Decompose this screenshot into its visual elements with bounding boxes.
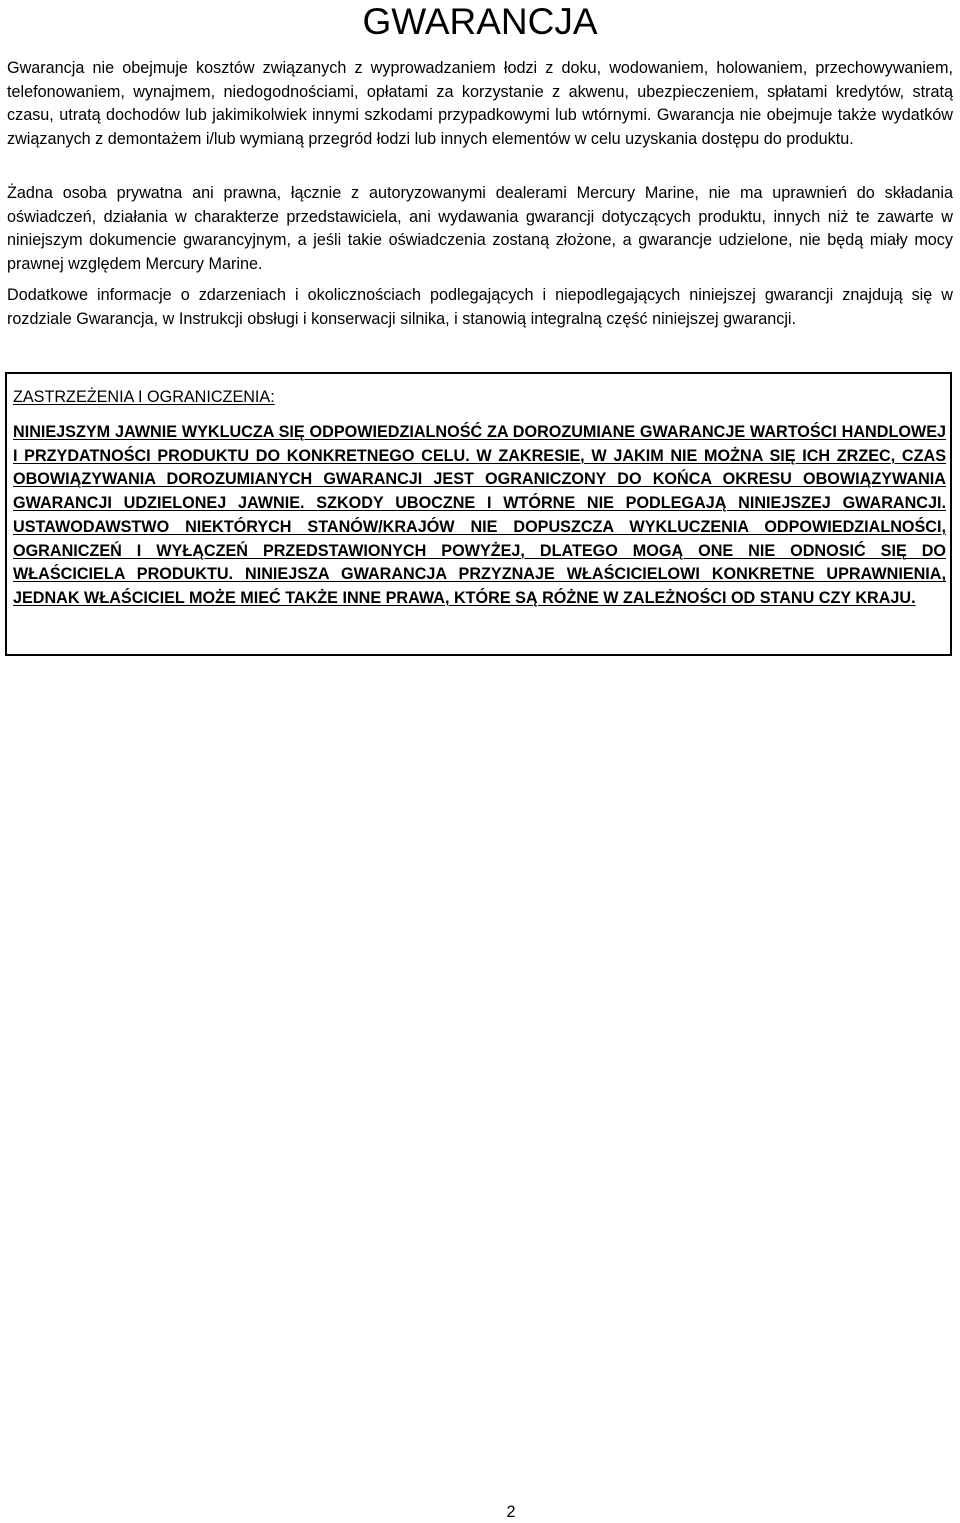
disclaimer-box: [5, 372, 952, 656]
disclaimer-body: NINIEJSZYM JAWNIE WYKLUCZA SIĘ ODPOWIEDZIALNOŚĆ ZA DOROZUMIANE GWARANCJE WARTOŚCI HANDLOWEJ I PRZYDATNOŚCI PRODUKTU DO KONKRETNEGO CELU. W ZAKRESIE, W JAKIM NIE MOŻNA SIĘ ICH ZRZEC, CZAS OBOWIĄZYWANIA DOROZUMIANYCH GWARANCJI JEST OGRANICZONY DO KOŃCA OKRESU OBOWIĄZYWANIA GWARANCJI UDZIELONEJ JAWNIE. SZKODY UBOCZNE I WTÓRNE NIE PODLEGAJĄ NINIEJSZEJ GWARANCJI. USTAWODAWSTWO NIEKTÓRYCH STANÓW/KRAJÓW NIE DOPUSZCZA WYKLUCZENIA ODPOWIEDZIALNOŚCI, OGRANICZEŃ I WYŁĄCZEŃ PRZEDSTAWIONYCH POWYŻEJ, DLATEGO MOGĄ ONE NIE ODNOSIĆ SIĘ DO WŁAŚCICIELA PRODUKTU. NINIEJSZA GWARANCJA PRZYZNAJE WŁAŚCICIELOWI KONKRETNE UPRAWNIENIA, JEDNAK WŁAŚCICIEL MOŻE MIEĆ TAKŻE INNE PRAWA, KTÓRE SĄ RÓŻNE W ZALEŻNOŚCI OD STANU CZY KRAJU.: [13, 423, 946, 607]
page-number: 2: [506, 1503, 516, 1521]
paragraph-authorization: Żadna osoba prywatna ani prawna, łącznie z autoryzowanymi dealerami Mercury Marine, nie ma uprawnień do składania oświadczeń, działania w charakterze przedstawiciela, ani wydawania gwarancji dotyczących produktu, innych niż te zawarte w niniejszym dokumencie gwarancyjnym, a jeśli takie oświadczenia zostaną złożone, a gwarancje udzielone, nie będą miały mocy prawnej względem Mercury Marine.: [7, 184, 953, 274]
page-title: GWARANCJA: [362, 1, 598, 42]
disclaimer-heading: ZASTRZEŻENIA I OGRANICZENIA:: [13, 388, 275, 406]
paragraph-additional-info: Dodatkowe informacje o zdarzeniach i okolicznościach podlegających i niepodlegających niniejszej gwarancji znajdują się w rozdziale Gwarancja, w Instrukcji obsługi i konserwacji silnika, i stanowią integralną część niniejszej gwarancji.: [7, 286, 953, 328]
paragraph-costs-exclusion: Gwarancja nie obejmuje kosztów związanych z wyprowadzaniem łodzi z doku, wodowaniem, holowaniem, przechowywaniem, telefonowaniem, wynajmem, niedogodnościami, opłatami za korzystanie z akwenu, ubezpieczeniem, spłatami kredytów, stratą czasu, utratą dochodów lub jakimikolwiek innymi szkodami przypadkowymi lub wtórnymi. Gwarancja nie obejmuje także wydatków związanych z demontażem i/lub wymianą przegród łodzi lub innych elementów w celu uzyskania dostępu do produktu.: [7, 59, 953, 149]
